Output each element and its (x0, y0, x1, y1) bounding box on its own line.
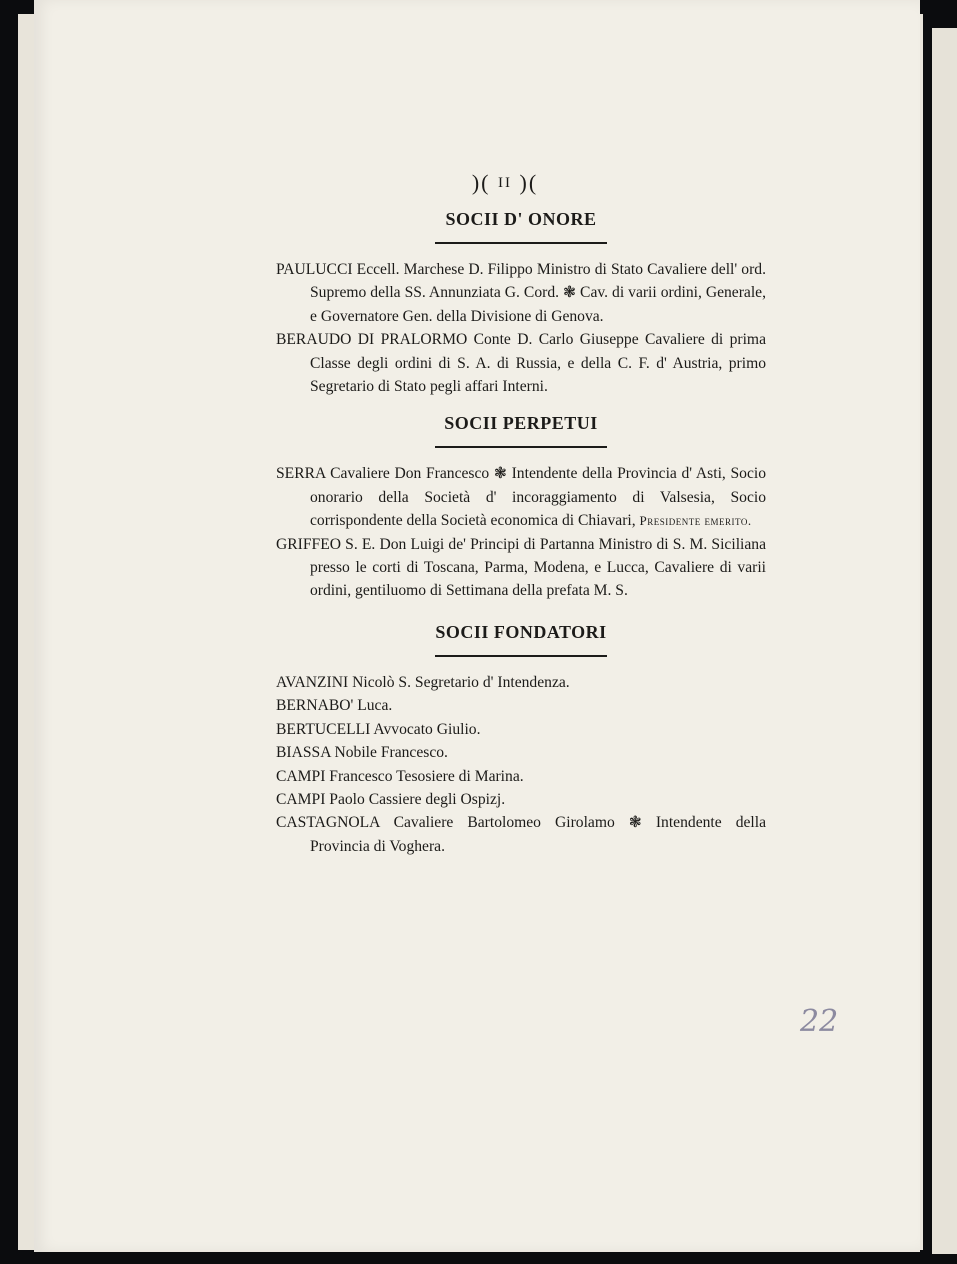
section-rule (435, 242, 607, 244)
heading-socii-fondatori: SOCII FONDATORI (435, 621, 607, 642)
entry-paulucci: PAULUCCI Eccell. Marchese D. Filippo Ministro di Stato Cavaliere dell' ord. Supremo della SS. Annunziata G. Cord. ❃ Cav. di varii ordini, Generale, e Governatore Gen. della Divisione di Genova. (276, 261, 766, 325)
entry-beraudo: BERAUDO DI PRALORMO Conte D. Carlo Giuseppe Cavaliere di prima Classe degli ordini di S. A. di Russia, e della C. F. d' Austria, primo Segretario di Stato pegli affari Interni. (276, 331, 766, 396)
heading-socii-onore: SOCII D' ONORE (445, 209, 597, 229)
folio-left-ornament: )( (471, 170, 491, 195)
entry-campi-francesco: CAMPI Francesco Tesosiere di Marina. (276, 767, 524, 785)
entry-biassa: BIASSA Nobile Francesco. (276, 744, 448, 762)
entry-avanzini: AVANZINI Nicolò S. Segretario d' Intendenza. (276, 673, 570, 691)
section-rule (435, 655, 607, 657)
folio-right-ornament: )( (519, 170, 539, 195)
folio-number: II (498, 175, 512, 191)
entry-bertucelli: BERTUCELLI Avvocato Giulio. (276, 720, 481, 738)
entry-griffeo: GRIFFEO S. E. Don Luigi de' Principi di Partanna Ministro di S. M. Siciliana presso le corti di Toscana, Parma, Modena, e Lucca, Cavaliere di varii ordini, gentiluomo di Settimana della prefata M. S. (276, 535, 766, 600)
entry-serra (276, 462, 766, 532)
entry-campi-paolo: CAMPI Paolo Cassiere degli Ospizj. (276, 790, 506, 808)
folio (244, 168, 766, 198)
heading-socii-perpetui: SOCII PERPETUI (444, 413, 598, 434)
page-content (276, 168, 766, 858)
handwritten-page-number: 22 (800, 1004, 839, 1039)
entry-serra-text: SERRA Cavaliere Don Francesco ❃ Intendente della Provincia d' Asti, Socio onorario della Società d' incoraggiamento di Valsesia, Socio corrispondente della Società economica di Chiavari, (276, 465, 766, 530)
entry-serra-title: Presidente emerito. (639, 513, 752, 529)
section-rule (435, 446, 607, 448)
facing-page-edge (932, 28, 957, 1254)
entry-castagnola: CASTAGNOLA Cavaliere Bartolomeo Girolamo ❃ Intendente della Provincia di Voghera. (276, 814, 766, 855)
entry-bernabo: BERNABO' Luca. (276, 697, 393, 715)
